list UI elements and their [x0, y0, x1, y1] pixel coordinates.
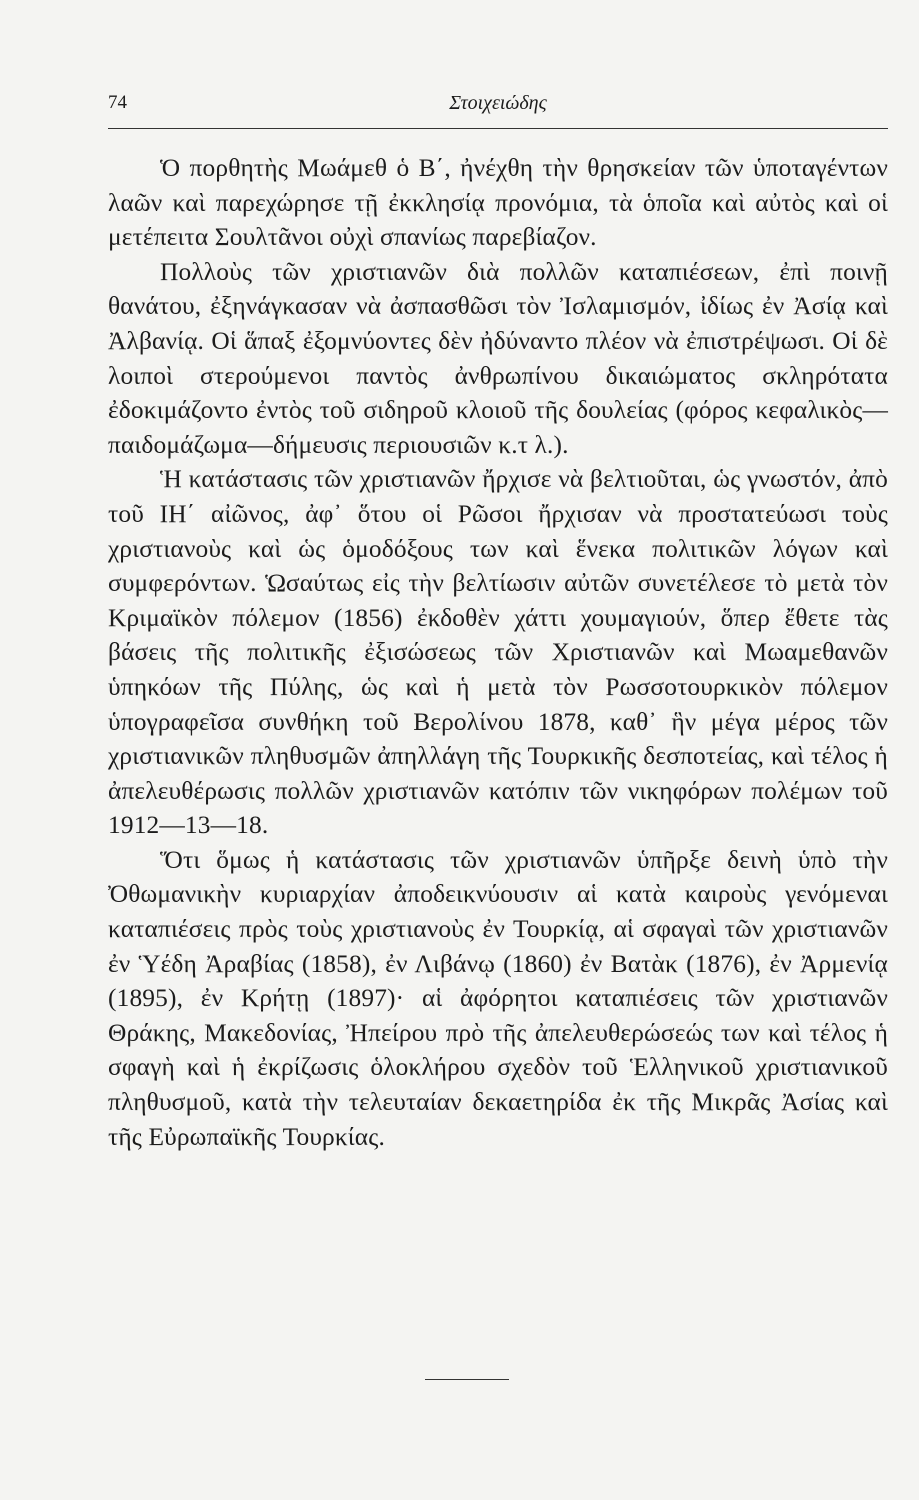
- page-header: [108, 92, 888, 122]
- paragraph: Ἡ κατάστασις τῶν χριστιανῶν ἤρχισε νὰ βελτιοῦται, ὡς γνωστόν, ἀπὸ τοῦ ΙΗ΄ αἰῶνος, ἀφ᾿ ὅτου οἱ Ρῶσοι ἤρχισαν νὰ προστατεύωσι τοὺς χριστιανοὺς καὶ ὡς ὁμοδόξους των καὶ ἕνεκα πολιτικῶν λόγων καὶ συμφερόντων. Ὡσαύτως εἰς τὴν βελτίωσιν αὐτῶν συνετέλεσε τὸ μετὰ τὸν Κριμαϊκὸν πόλεμον (1856) ἐκδοθὲν χάττι χουμαγιούν, ὅπερ ἔθετε τὰς βάσεις τῆς πολιτικῆς ἐξισώσεως τῶν Χριστιανῶν καὶ Μωαμεθανῶν ὑπηκόων τῆς Πύλης, ὡς καὶ ἡ μετὰ τὸν Ρωσσοτουρκικὸν πόλεμον ὑπογραφεῖσα συνθήκη τοῦ Βερολίνου 1878, καθ᾿ ἣν μέγα μέρος τῶν χριστιανικῶν πληθυσμῶν ἀπηλλάγη τῆς Τουρκικῆς δεσποτείας, καὶ τέλος ἡ ἀπελευθέρωσις πολλῶν χριστιανῶν κατόπιν τῶν νικηφόρων πολέμων τοῦ 1912—13—18.: [108, 465, 888, 840]
- footer-rule: [425, 1379, 509, 1380]
- header-rule: [108, 128, 888, 129]
- page-number: 74: [108, 92, 127, 113]
- paragraph: Πολλοὺς τῶν χριστιανῶν διὰ πολλῶν καταπιέσεων, ἐπὶ ποινῇ θανάτου, ἐξηνάγκασαν νὰ ἀσπασθῶσι τὸν Ἰσλαμισμόν, ἰδίως ἐν Ἀσίᾳ καὶ Ἀλβανίᾳ. Οἱ ἅπαξ ἐξομνύοντες δὲν ἠδύναντο πλέον νὰ ἐπιστρέψωσι. Οἱ δὲ λοιποὶ στερούμενοι παντὸς ἀνθρωπίνου δικαιώματος σκληρότατα ἐδοκιμάζοντο ἐντὸς τοῦ σιδηροῦ κλοιοῦ τῆς δουλείας (φόρος κεφαλικὸς—παιδομάζωμα—δήμευσις περιουσιῶν κ.τ λ.).: [108, 257, 888, 459]
- paragraph: Ὅτι ὅμως ἡ κατάστασις τῶν χριστιανῶν ὑπῆρξε δεινὴ ὑπὸ τὴν Ὀθωμανικὴν κυριαρχίαν ἀποδεικνύουσιν αἱ κατὰ καιροὺς γενόμεναι καταπιέσεις πρὸς τοὺς χριστιανοὺς ἐν Τουρκίᾳ, αἱ σφαγαὶ τῶν χριστιανῶν ἐν Ὑέδη Ἀραβίας (1858), ἐν Λιβάνῳ (1860) ἐν Βατὰκ (1876), ἐν Ἀρμενίᾳ (1895), ἐν Κρήτῃ (1897)· αἱ ἀφόρητοι καταπιέσεις τῶν χριστιανῶν Θράκης, Μακεδονίας, Ἠπείρου πρὸ τῆς ἀπελευθερώσεώς των καὶ τέλος ἡ σφαγὴ καὶ ἡ ἐκρίζωσις ὁλοκλήρου σχεδὸν τοῦ Ἑλληνικοῦ χριστιανικοῦ πληθυσμοῦ, κατὰ τὴν τελευταίαν δεκαετηρίδα ἐκ τῆς Μικρᾶς Ἀσίας καὶ τῆς Εὐρωπαϊκῆς Τουρκίας.: [108, 845, 888, 1151]
- paragraph: Ὁ πορθητὴς Μωάμεθ ὁ Β΄, ἠνέχθη τὴν θρησκείαν τῶν ὑποταγέντων λαῶν καὶ παρεχώρησε τῇ ἐκκλησίᾳ προνόμια, τὰ ὁποῖα καὶ αὐτὸς καὶ οἱ μετέπειτα Σουλτᾶνοι οὐχὶ σπανίως παρεβίαζον.: [108, 154, 888, 252]
- running-title: Στοιχειώδης: [449, 92, 547, 114]
- book-page: [108, 92, 888, 1154]
- body-text: [108, 151, 888, 1154]
